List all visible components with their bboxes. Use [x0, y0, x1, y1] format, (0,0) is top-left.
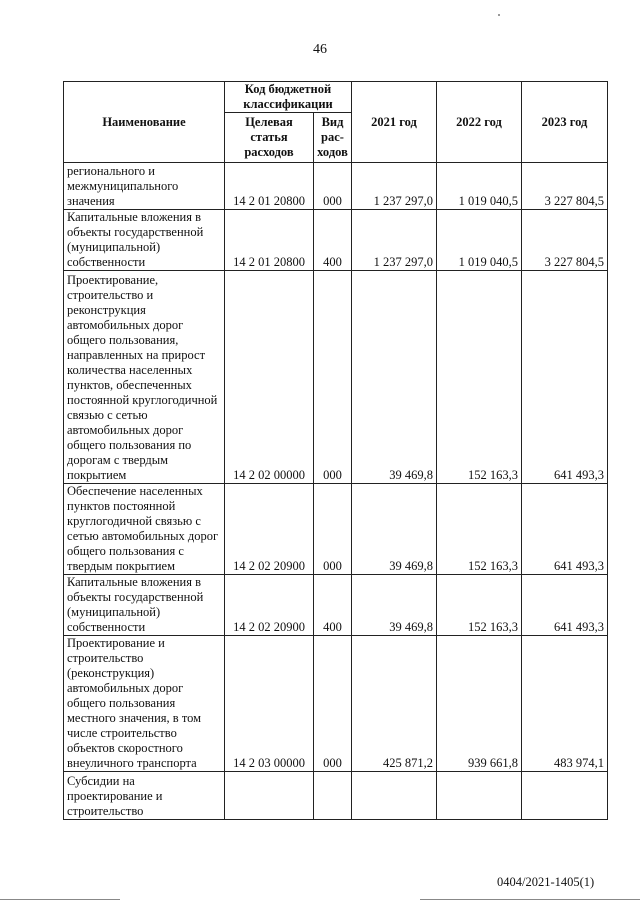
header-expense-type: Вид рас-ходов: [314, 113, 352, 163]
header-2022: 2022 год: [437, 82, 522, 163]
row-type: 000: [314, 163, 352, 210]
header-name: Наименование: [64, 82, 225, 163]
header-2021: 2021 год: [352, 82, 437, 163]
scan-edge-mark: [420, 899, 640, 900]
row-2023: 641 493,3: [522, 575, 608, 636]
row-2021: [352, 772, 437, 820]
row-2021: 425 871,2: [352, 636, 437, 772]
row-2022: 152 163,3: [437, 271, 522, 484]
row-2021: 39 469,8: [352, 484, 437, 575]
header-2023: 2023 год: [522, 82, 608, 163]
header-kbk-group: Код бюджетной классификации: [225, 82, 352, 113]
row-2023: 641 493,3: [522, 484, 608, 575]
table-row: [64, 484, 608, 575]
row-type: 000: [314, 636, 352, 772]
row-name: Проектирование, строительство и реконструкция автомобильных дорог общего пользования, направленных на прирост количества населенных пунктов, обеспеченных постоянной круглогодичной связью с сетью автомобильных дорог общего пользования по дорогам с твердым покрытием: [64, 271, 225, 484]
row-target: 14 2 01 20800: [225, 163, 314, 210]
row-name: Субсидии на проектирование и строительство: [64, 772, 225, 820]
row-name: Капитальные вложения в объекты государственной (муниципальной) собственности: [64, 210, 225, 271]
row-type: 400: [314, 575, 352, 636]
header-target-article: Целевая статья расходов: [225, 113, 314, 163]
row-type: 400: [314, 210, 352, 271]
row-2023: 3 227 804,5: [522, 210, 608, 271]
row-type: 000: [314, 271, 352, 484]
row-name: регионального и межмуниципального значения: [64, 163, 225, 210]
row-2023: [522, 772, 608, 820]
row-2023: 483 974,1: [522, 636, 608, 772]
table-row: [64, 163, 608, 210]
row-2022: 1 019 040,5: [437, 163, 522, 210]
table-row: [64, 271, 608, 484]
row-2022: 152 163,3: [437, 484, 522, 575]
row-2023: 641 493,3: [522, 271, 608, 484]
row-2021: 1 237 297,0: [352, 210, 437, 271]
row-target: 14 2 01 20800: [225, 210, 314, 271]
row-2021: 39 469,8: [352, 575, 437, 636]
row-2022: 152 163,3: [437, 575, 522, 636]
page-number: 46: [313, 42, 327, 57]
row-name: Проектирование и строительство (реконструкция) автомобильных дорог общего пользования местного значения, в том числе строительство объектов скоростного внеуличного транспорта: [64, 636, 225, 772]
row-name: Обеспечение населенных пунктов постоянной круглогодичной связью с сетью автомобильных дорог общего пользования с твердым покрытием: [64, 484, 225, 575]
row-name: Капитальные вложения в объекты государственной (муниципальной) собственности: [64, 575, 225, 636]
row-type: [314, 772, 352, 820]
row-target: [225, 772, 314, 820]
table-row: [64, 772, 608, 820]
row-2021: 39 469,8: [352, 271, 437, 484]
table-row: [64, 636, 608, 772]
row-type: 000: [314, 484, 352, 575]
row-2022: [437, 772, 522, 820]
row-target: 14 2 02 20900: [225, 484, 314, 575]
scan-edge-mark: [0, 899, 120, 900]
table-row: [64, 575, 608, 636]
scan-mark: [498, 14, 500, 16]
row-2022: 939 661,8: [437, 636, 522, 772]
table-row: [64, 210, 608, 271]
budget-table: [63, 81, 608, 820]
row-2022: 1 019 040,5: [437, 210, 522, 271]
row-target: 14 2 02 20900: [225, 575, 314, 636]
row-target: 14 2 03 00000: [225, 636, 314, 772]
row-target: 14 2 02 00000: [225, 271, 314, 484]
document-code: 0404/2021-1405(1): [497, 875, 595, 889]
row-2021: 1 237 297,0: [352, 163, 437, 210]
row-2023: 3 227 804,5: [522, 163, 608, 210]
